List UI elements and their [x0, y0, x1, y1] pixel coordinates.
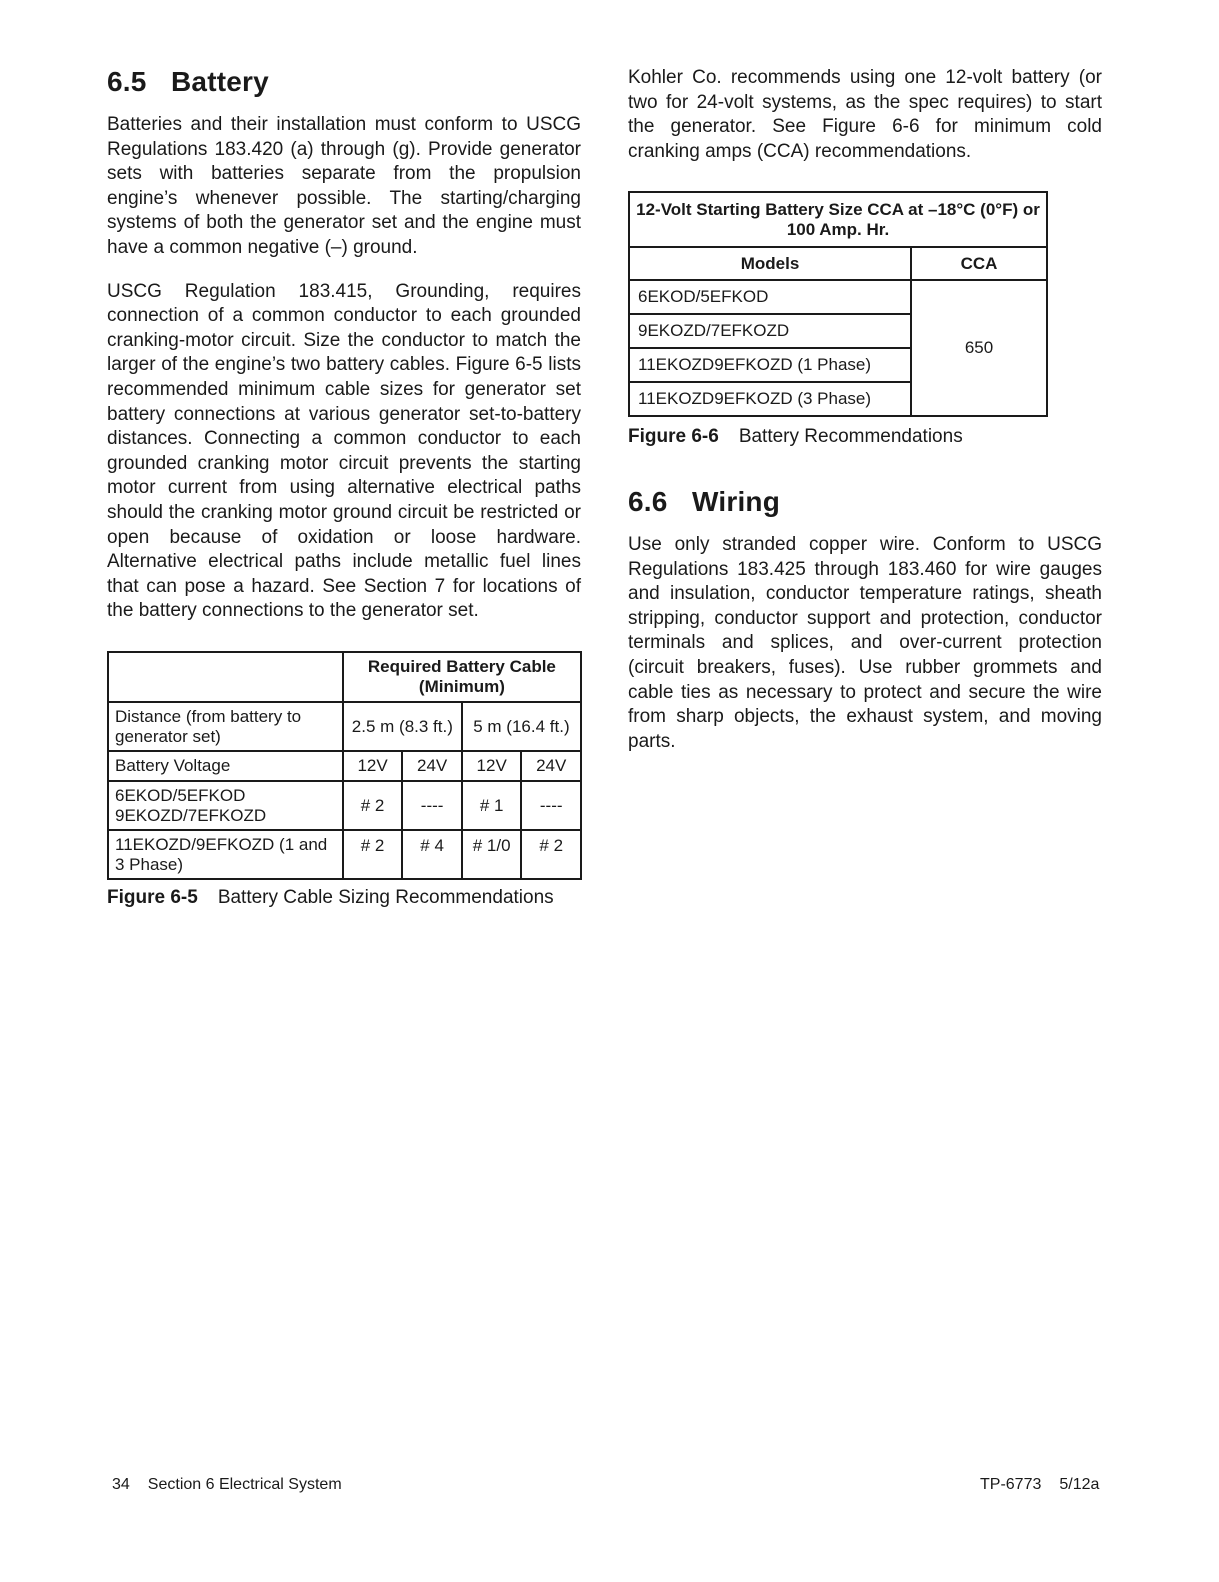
battery-cable-table	[107, 651, 582, 880]
left-column	[107, 60, 581, 624]
model-cell: 9EKOZD/7EFKOZD	[629, 314, 911, 348]
cable-size-cell: # 1	[462, 781, 522, 830]
section-number: 6.6	[628, 486, 668, 517]
model-cell: 11EKOZD9EFKOZD (3 Phase)	[629, 382, 911, 416]
voltage-cell: 24V	[402, 751, 462, 781]
voltage-label: Battery Voltage	[108, 751, 343, 781]
page-number: 34	[112, 1476, 130, 1493]
section-title: Battery	[171, 66, 269, 97]
models-column-header: Models	[629, 247, 911, 280]
distance-1: 2.5 m (8.3 ft.)	[343, 702, 462, 751]
cca-table	[628, 191, 1048, 417]
battery-paragraph-2: USCG Regulation 183.415, Grounding, requires connection of a common conductor to each grounded cranking-motor circuit. Size the conductor to match the larger of the engine’s two battery cables. Figure 6-5 lists recommended minimum cable sizes for generator set battery connections at various generator set-to-battery distances. Connecting a common conductor to each grounded cranking motor circuit prevents the starting motor current from using alternative electrical paths should the cranking motor ground circuit be restricted or open because of oxidation or loose hardware. Alternative electrical paths include metallic fuel lines that can pose a hazard. See Section 7 for locations of the battery connections to the generator set.	[107, 280, 581, 622]
voltage-cell: 24V	[521, 751, 581, 781]
doc-number: TP-6773	[980, 1476, 1042, 1493]
section-heading-battery	[107, 60, 581, 104]
cable-size-cell: # 2	[521, 830, 581, 879]
footer-section: Section 6 Electrical System	[147, 1476, 342, 1493]
table-empty-cell	[108, 652, 343, 702]
cable-size-cell: ----	[402, 781, 462, 830]
cable-size-cell: # 2	[343, 781, 403, 830]
footer-left	[112, 1474, 360, 1496]
figure-label: Figure 6-6	[628, 426, 719, 447]
cable-size-cell: # 4	[402, 830, 462, 879]
revision: 5/12a	[1059, 1476, 1100, 1493]
voltage-cell: 12V	[343, 751, 403, 781]
figure-6-5-caption	[107, 886, 554, 910]
cca-value: 650	[911, 280, 1047, 416]
cable-size-cell: # 1/0	[462, 830, 522, 879]
cable-size-cell: ----	[521, 781, 581, 830]
figure-text: Battery Cable Sizing Recommendations	[217, 887, 554, 908]
model-cell: 11EKOZD9EFKOZD (1 Phase)	[629, 348, 911, 382]
wiring-section	[628, 480, 1102, 754]
cca-table-title: 12-Volt Starting Battery Size CCA at –18°C (0°F) or 100 Amp. Hr.	[629, 192, 1047, 247]
model-label: 6EKOD/5EFKOD 9EKOZD/7EFKOZD	[108, 781, 343, 830]
cca-column-header: CCA	[911, 247, 1047, 280]
section-title: Wiring	[692, 486, 781, 517]
distance-label: Distance (from battery to generator set)	[108, 702, 343, 751]
section-heading-wiring	[628, 480, 1102, 524]
voltage-cell: 12V	[462, 751, 522, 781]
section-number: 6.5	[107, 66, 147, 97]
battery-paragraph-1: Batteries and their installation must conform to USCG Regulations 183.420 (a) through (g). Provide generator sets with batteries separate from the propulsion engine’s whenever possible. The starting/charging systems of both the generator set and the engine must have a common negative (–) ground.	[107, 114, 581, 258]
model-cell: 6EKOD/5EFKOD	[629, 280, 911, 314]
table-header: Required Battery Cable (Minimum)	[343, 652, 581, 702]
figure-text: Battery Recommendations	[738, 426, 963, 447]
figure-6-6-caption	[628, 425, 963, 449]
footer-right	[980, 1474, 1099, 1496]
cable-size-cell: # 2	[343, 830, 403, 879]
figure-label: Figure 6-5	[107, 887, 198, 908]
distance-2: 5 m (16.4 ft.)	[462, 702, 581, 751]
battery-recommendation-paragraph: Kohler Co. recommends using one 12-volt battery (or two for 24-volt systems, as the spec requires) to start the generator. See Figure 6-6 for minimum cold cranking amps (CCA) recommendations.	[628, 67, 1102, 162]
right-column	[628, 66, 1102, 164]
model-label: 11EKOZD/9EFKOZD (1 and 3 Phase)	[108, 830, 343, 879]
wiring-paragraph: Use only stranded copper wire. Conform to USCG Regulations 183.425 through 183.460 for wire gauges and insulation, conductor temperature ratings, sheath stripping, conductor support and protection, conductor terminals and splices, and over-current protection (circuit breakers, fuses). Use rubber grommets and cable ties as necessary to protect and secure the wire from sharp objects, the exhaust system, and moving parts.	[628, 534, 1102, 752]
